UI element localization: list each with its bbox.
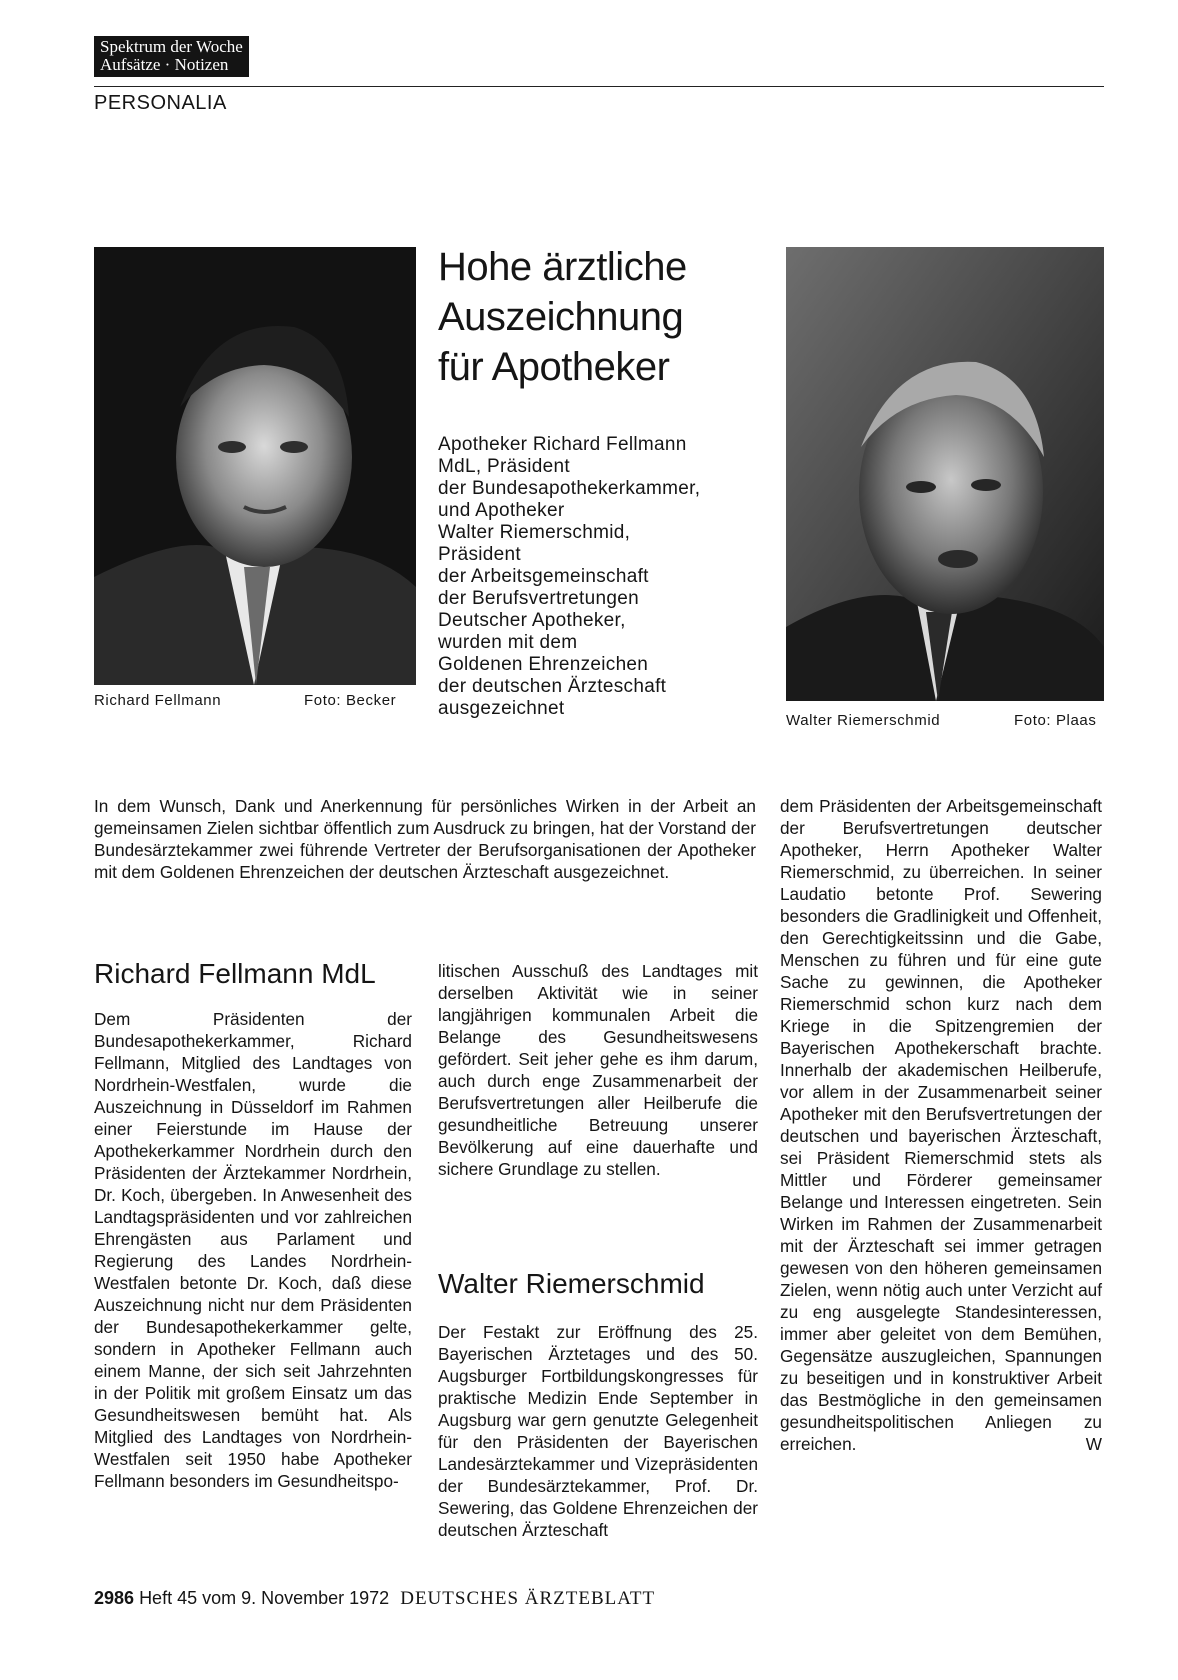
heading-walter-riemerschmid: Walter Riemerschmid xyxy=(438,1268,705,1299)
photo-walter-riemerschmid xyxy=(786,247,1104,701)
section-badge xyxy=(94,36,249,77)
caption-right-credit: Foto: Plaas xyxy=(1014,712,1097,729)
photo-richard-fellmann xyxy=(94,247,416,685)
issue-info: Heft 45 vom 9. November 1972 xyxy=(139,1588,390,1608)
header-rule xyxy=(94,86,1104,87)
author-signature: W xyxy=(1085,1434,1102,1454)
column-2-lower xyxy=(438,1321,758,1541)
caption-right-name: Walter Riemerschmid xyxy=(786,712,941,729)
paragraph-fellmann: Dem Präsidenten der Bundesapothekerkammer, Richard Fellmann, Mitglied des Landtages von Nordrhein-Westfalen, wurde die Auszeichnung in Düsseldorf im Rahmen einer Feierstunde im Hause der Apothekerkammer Nordrhein durch den Präsidenten der Ärztekammer Nordrhein, Dr. Koch, übergeben. In Anwesenheit des Landtagspräsidenten und vor zahlreichen Ehrengästen aus Parlament und Regierung des Landes Nordrhein-Westfalen betonte Dr. Koch, daß diese Auszeichnung nicht nur dem Präsidenten der Bundesapothekerkammer gelte, sondern in Apotheker Fellmann auch einem Manne, der sich seit Jahrzehnten in der Politik mit großem Einsatz um das Gesundheitswesen bemüht hat. Als Mitglied des Landtages von Nordrhein-Westfalen seit 1950 habe Apotheker Fellmann besonders im Gesundheitspo- xyxy=(94,1009,412,1491)
paragraph-fellmann-continued: litischen Ausschuß des Landtages mit derselben Aktivität wie in seiner langjährigen kommunalen Arbeit die Belange des Gesundheitswesens gefördert. Seit jeher gehe es ihm darum, auch durch enge Zusammenarbeit der Berufsvertretungen aller Heilberufe die gesundheitliche Betreuung unserer Bevölkerung auf eine dauerhafte und sichere Grundlage zu stellen. xyxy=(438,961,758,1179)
column-2 xyxy=(438,960,758,1180)
caption-left-name: Richard Fellmann xyxy=(94,692,222,709)
column-1 xyxy=(94,1008,412,1492)
article-lead xyxy=(94,795,756,883)
heading-richard-fellmann: Richard Fellmann MdL xyxy=(94,958,376,989)
portrait-image xyxy=(786,247,1104,701)
section-label: PERSONALIA xyxy=(94,92,227,114)
portrait-image xyxy=(94,247,416,685)
page-number: 2986 xyxy=(94,1588,135,1608)
badge-line-1: Spektrum der Woche xyxy=(100,37,243,56)
article-title: Hohe ärztliche Auszeichnung für Apotheker xyxy=(438,245,687,389)
paragraph-riemerschmid: Der Festakt zur Eröffnung des 25. Bayerischen Ärztetages und des 50. Augsburger Fortbildungskongresses für praktische Medizin Ende September in Augsburg war gern genutzte Gelegenheit für den Präsidenten der Bayerischen Landesärztekammer und Vizepräsidenten der Bundesärztekammer, Prof. Dr. Sewering, das Goldene Ehrenzeichen der deutschen Ärzteschaft xyxy=(438,1322,758,1540)
lead-paragraph: In dem Wunsch, Dank und Anerkennung für persönliches Wirken in der Arbeit an gemeinsamen Zielen sichtbar öffentlich zum Ausdruck zu bringen, hat der Vorstand der Bundesärztekammer zwei führende Vertreter der Berufsorganisationen der Apotheker mit dem Goldenen Ehrenzeichen der deutschen Ärzteschaft ausgezeichnet. xyxy=(94,796,756,882)
article-deck: Apotheker Richard Fellmann MdL, Präsident der Bundesapothekerkammer, und Apotheker Walter Riemerschmid, Präsident der Arbeitsgemeinschaft der Berufsvertretungen Deutscher Apotheker, wurden mit dem Goldenen Ehrenzeichen der deutschen Ärzteschaft ausgezeichnet xyxy=(438,434,701,719)
paragraph-riemerschmid-continued xyxy=(780,795,1102,1455)
page-footer xyxy=(94,1588,655,1610)
caption-left-credit: Foto: Becker xyxy=(304,692,397,709)
paragraph-riemerschmid-text: dem Präsidenten der Arbeitsgemeinschaft der Berufsvertretungen deutscher Apotheker, Herrn Apotheker Walter Riemerschmid, zu überreichen. In seiner Laudatio betonte Prof. Sewering besonders die Gradlinigkeit und Offenheit, den Gerechtigkeitssinn und die Gabe, Menschen zu führen und für eine gute Sache zu gewinnen, die Apotheker Riemerschmid schon kurz nach dem Kriege in die Spitzengremien der Bayerischen Apothekerschaft brachte. Innerhalb der akademischen Heilberufe, vor allem in der Zusammenarbeit seiner Apotheker mit den Berufsvertretungen der deutschen und bayerischen Ärzteschaft, sei Präsident Riemerschmid stets als Mittler und Förderer gemeinsamer Belange und Interessen eingetreten. Sein Wirken im Rahmen der Zusammenarbeit mit der Ärzteschaft sei immer getragen gewesen von den höheren gemeinsamen Zielen, wenn nötig auch unter Verzicht auf zu eng ausgelegte Standesinteressen, immer aber geleitet von dem Bemühen, Gegensätze auszugleichen, Spannungen zu beseitigen und in konstruktiver Arbeit das Bestmögliche in den gemeinsamen gesundheitspolitischen Anliegen zu erreichen. xyxy=(780,796,1102,1454)
magazine-name: DEUTSCHES ÄRZTEBLATT xyxy=(400,1588,656,1609)
column-3 xyxy=(780,795,1102,1455)
badge-line-2: Aufsätze · Notizen xyxy=(100,55,229,74)
